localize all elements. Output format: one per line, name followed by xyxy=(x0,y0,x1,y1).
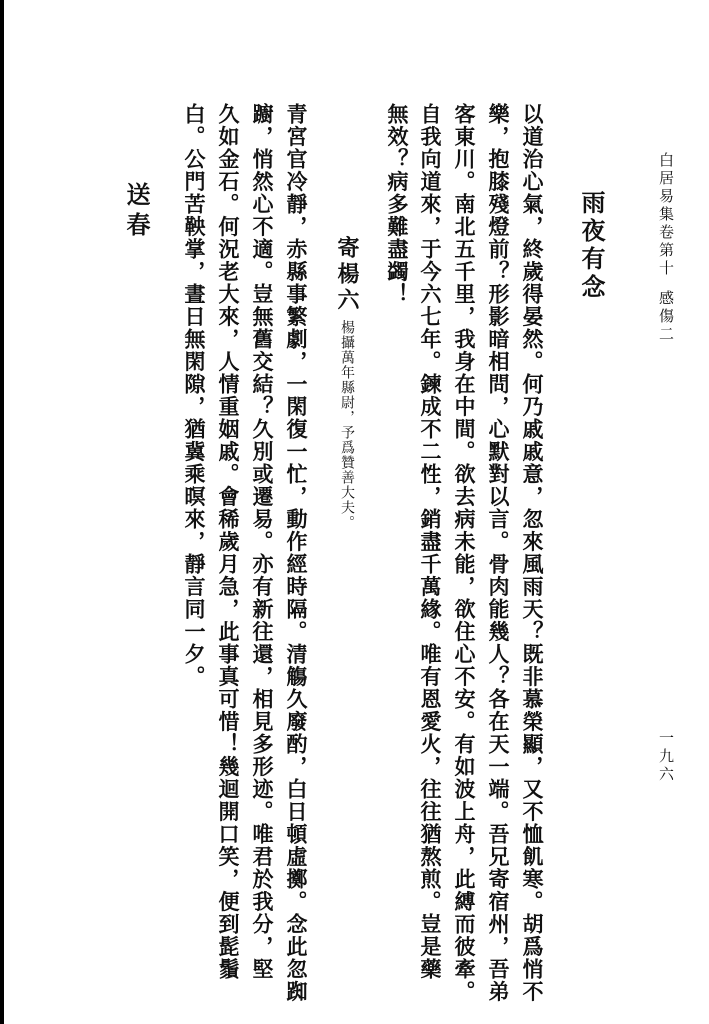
poem1-line-2: 樂，抱膝殘燈前？形影暗相問，心默對以言。骨肉能幾人？各在天一端。吾兄寄宿州，吾弟 xyxy=(486,103,511,1003)
poem1-line-4: 自我向道來，于今六七年。鍊成不二性，銷盡千萬緣。唯有恩愛火，往往猶熬煎。豈是藥 xyxy=(418,103,443,981)
poem-title-song-chun: 送春 xyxy=(122,182,151,242)
poem2-title: 寄楊六 xyxy=(334,236,360,314)
poem2-note: 楊攝萬年縣尉，予爲贊善大夫。 xyxy=(339,320,355,530)
running-header-book-title: 白居易集卷第十 xyxy=(657,152,675,278)
poem2-line-1: 青宮官冷靜，赤縣事繁劇，一閑復一忙，動作經時隔。清觴久廢酌，白日頓虛擲。念此忽踟 xyxy=(284,103,309,1003)
poem1-line-3: 客東川。南北五千里，我身在中間。欲去病未能，欲住心不安。有如波上舟，此縛而彼牽。 xyxy=(452,103,477,1003)
poem-title-yu-ye-you-nian: 雨夜有念 xyxy=(577,190,606,302)
poem-title-ji-yang-liu xyxy=(336,236,358,530)
poem1-line-1: 以道治心氣，終歲得晏然。何乃戚戚意，忽來風雨天？既非慕榮顯，又不恤飢寒。胡爲悄不 xyxy=(520,103,545,1003)
running-header-section: 感傷二 xyxy=(657,290,675,344)
poem1-line-5: 無效？病多難盡蠲！ xyxy=(385,103,410,306)
page-number: 一九六 xyxy=(657,730,675,784)
book-page xyxy=(4,0,709,1024)
poem2-line-2: 躕，悄然心不適。豈無舊交結？久別或遷易。亦有新往還，相見多形迹。唯君於我分，堅 xyxy=(250,103,275,981)
poem2-line-4: 白。公門苦鞅掌，晝日無閑隙，猶冀乘暝來，靜言同一夕。 xyxy=(182,103,207,688)
poem2-line-3: 久如金石。何況老大來，人情重姻戚。會稀歲月急，此事真可惜！幾迴開口笑，便到髭鬚 xyxy=(216,103,241,981)
